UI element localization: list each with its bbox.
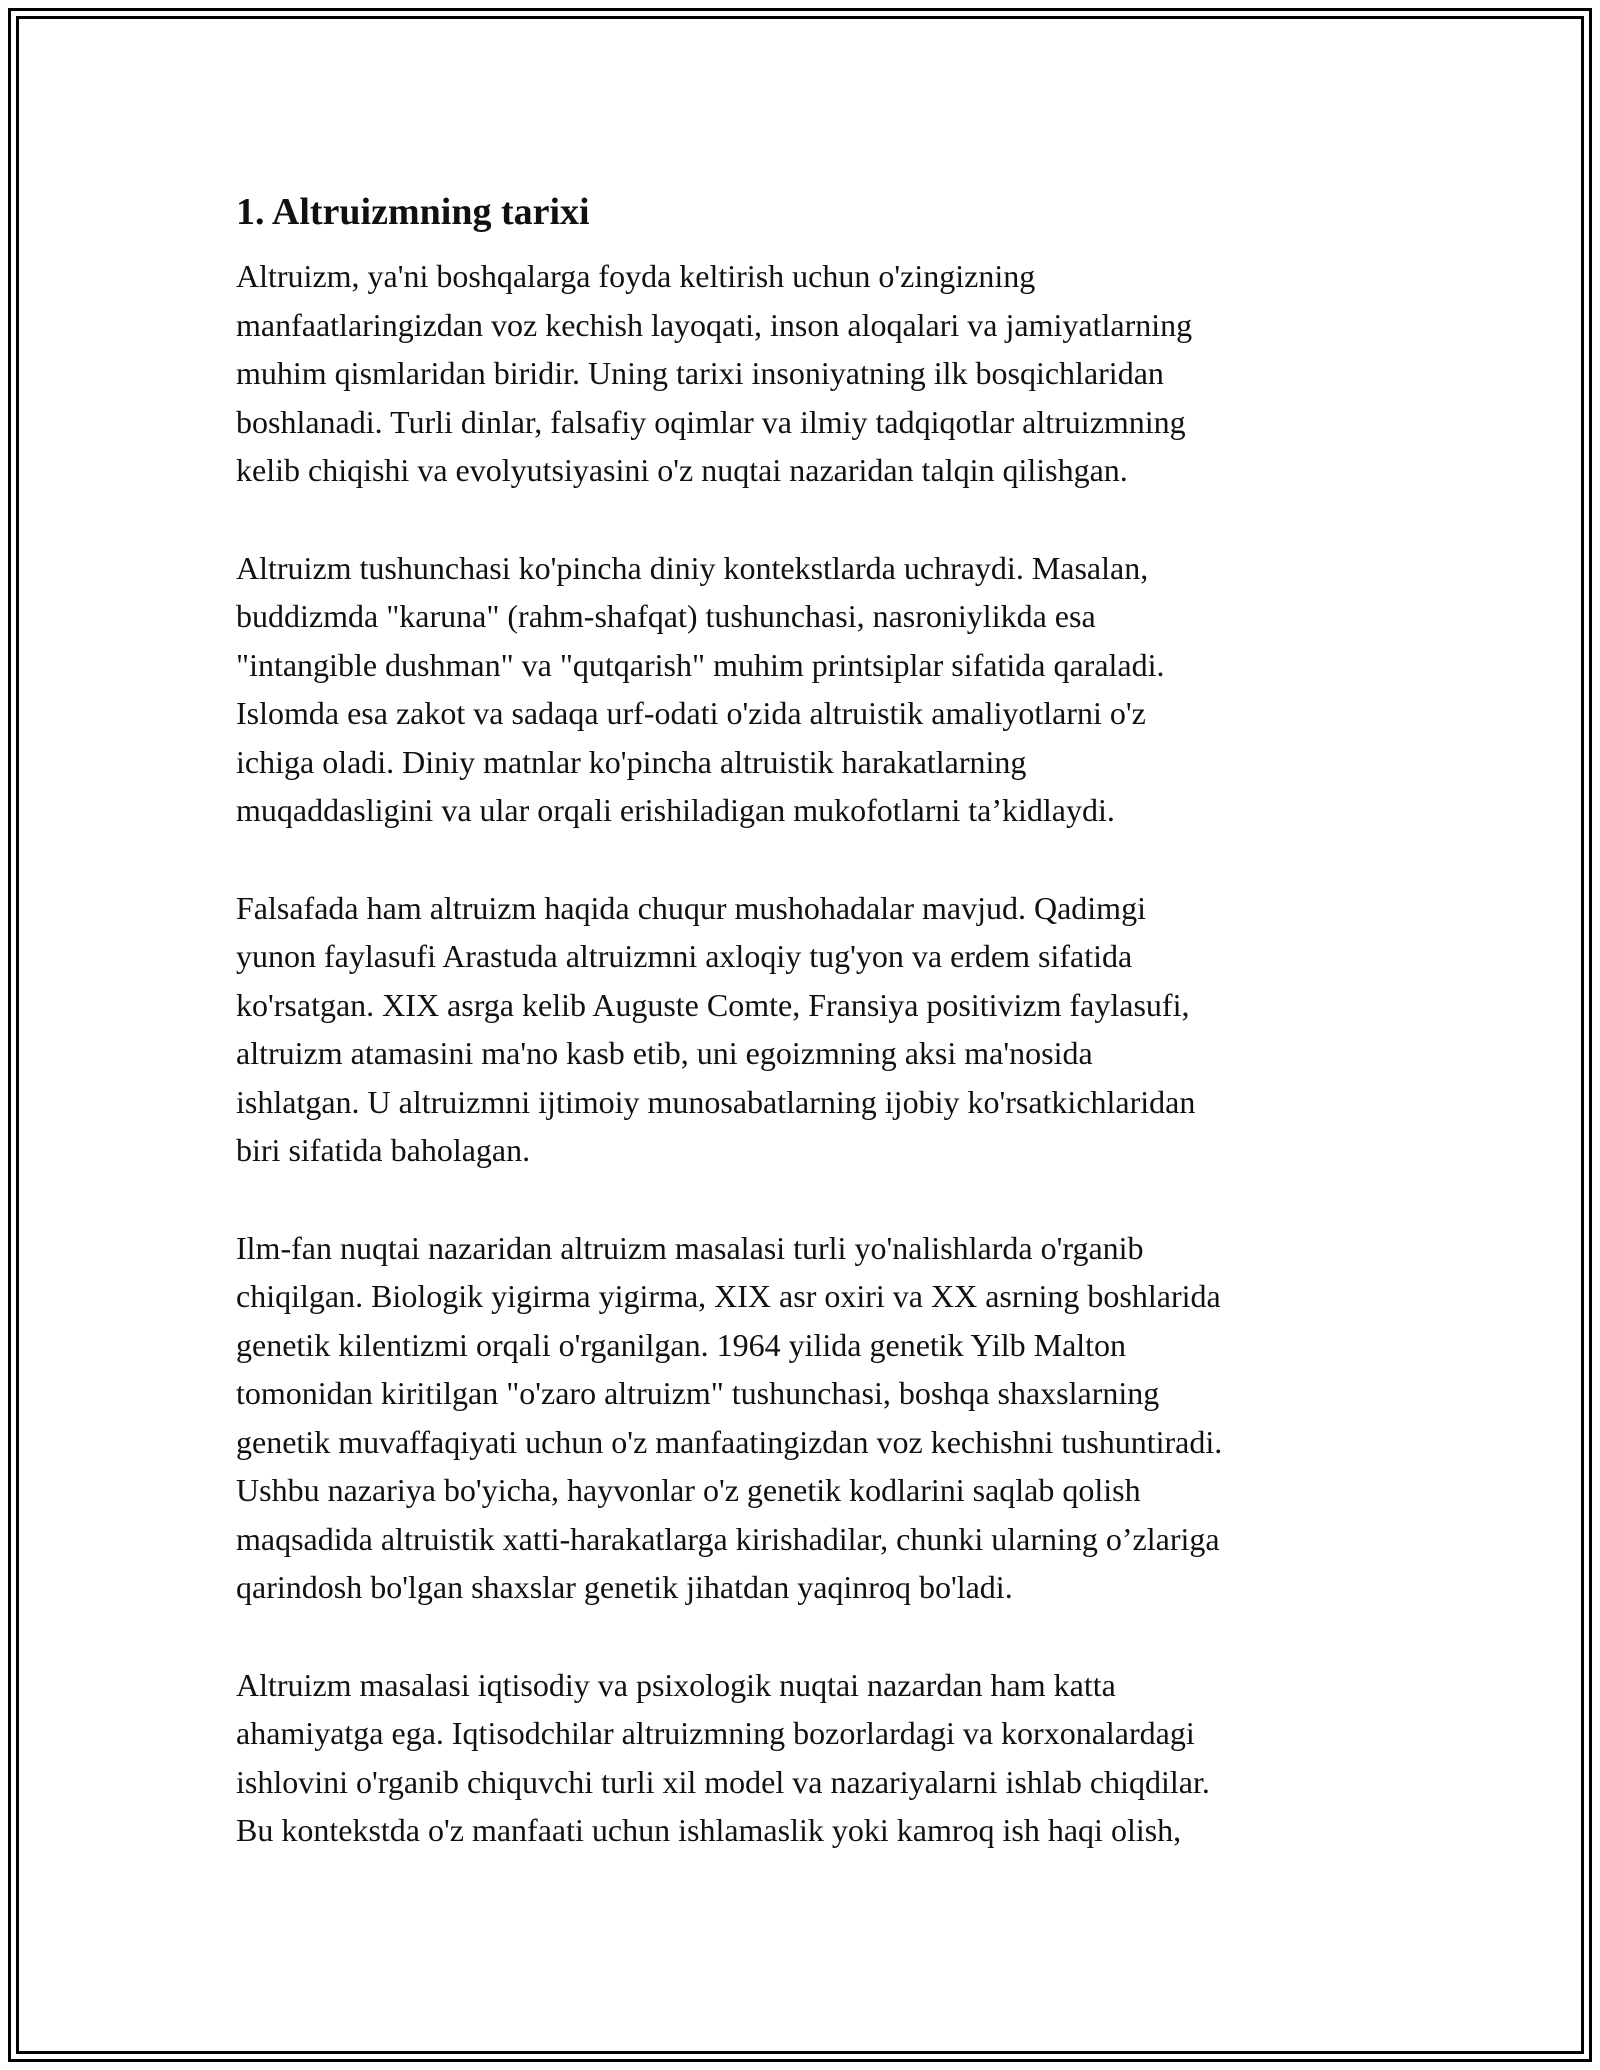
- text-line: Altruizm masalasi iqtisodiy va psixologik nuqtai nazardan ham katta: [236, 1666, 1116, 1703]
- text-line: altruizm atamasini ma'no kasb etib, uni egoizmning aksi ma'nosida: [236, 1035, 1093, 1071]
- text-line: biri sifatida baholagan.: [236, 1132, 531, 1168]
- text-line: manfaatlaringizdan voz kechish layoqati, inson aloqalari va jamiyatlarning: [236, 306, 1193, 343]
- text-line: Falsafada ham altruizm haqida chuqur mushohadalar mavjud. Qadimgi: [236, 889, 1146, 926]
- text-line: Islomda esa zakot va sadaqa urf-odati o'zida altruistik amaliyotlarni o'z: [236, 695, 1146, 731]
- paragraph-5: [236, 1661, 1386, 1855]
- paragraph-4: [236, 1224, 1386, 1612]
- section-heading: 1. Altruizmning tarixi: [236, 191, 590, 233]
- text-line: Ilm-fan nuqtai nazaridan altruizm masalasi turli yo'nalishlarda o'rganib: [236, 1229, 1144, 1266]
- document-body: [236, 186, 1386, 1904]
- text-line: boshlanadi. Turli dinlar, falsafiy oqimlar va ilmiy tadqiqotlar altruizmning: [236, 403, 1186, 440]
- text-line: muhim qismlaridan biridir. Uning tarixi insoniyatning ilk bosqichlaridan: [236, 355, 1164, 391]
- text-line: buddizmda "karuna" (rahm-shafqat) tushunchasi, nasroniylikda esa: [236, 598, 1096, 634]
- text-line: maqsadida altruistik xatti-harakatlarga kirishadilar, chunki ularning o’zlariga: [236, 1520, 1220, 1557]
- text-line: Altruizm, ya'ni boshqalarga foyda keltirish uchun o'zingizning: [236, 258, 1036, 294]
- text-line: muqaddasligini va ular orqali erishiladigan mukofotlarni ta’kidlaydi.: [236, 792, 1115, 828]
- text-line: chiqilgan. Biologik yigirma yigirma, XIX asr oxiri va XX asrning boshlarida: [236, 1278, 1221, 1314]
- text-line: "intangible dushman" va "qutqarish" muhim printsiplar sifatida qaraladi.: [236, 646, 1165, 683]
- text-line: kelib chiqishi va evolyutsiyasini o'z nuqtai nazaridan talqin qilishgan.: [236, 452, 1128, 488]
- text-line: Altruizm tushunchasi ko'pincha diniy kontekstlarda uchraydi. Masalan,: [236, 549, 1149, 586]
- text-line: Ushbu nazariya bo'yicha, hayvonlar o'z genetik kodlarini saqlab qolish: [236, 1472, 1141, 1508]
- text-line: qarindosh bo'lgan shaxslar genetik jihatdan yaqinroq bo'ladi.: [236, 1569, 1013, 1605]
- text-line: ishlovini o'rganib chiquvchi turli xil model va nazariyalarni ishlab chiqdilar.: [236, 1763, 1210, 1800]
- text-line: ko'rsatgan. XIX asrga kelib Auguste Comte, Fransiya positivizm faylasufi,: [236, 986, 1190, 1023]
- text-line: ahamiyatga ega. Iqtisodchilar altruizmning bozorlardagi va korxonalardagi: [236, 1715, 1195, 1751]
- paragraph-3: [236, 884, 1386, 1175]
- text-line: ichiga oladi. Diniy matnlar ko'pincha altruistik harakatlarning: [236, 743, 1027, 780]
- text-line: genetik muvaffaqiyati uchun o'z manfaatingizdan voz kechishni tushuntiradi.: [236, 1423, 1223, 1460]
- paragraph-2: [236, 544, 1386, 835]
- text-line: Bu kontekstda o'z manfaati uchun ishlamaslik yoki kamroq ish haqi olish,: [236, 1812, 1182, 1848]
- text-line: tomonidan kiritilgan "o'zaro altruizm" tushunchasi, boshqa shaxslarning: [236, 1375, 1160, 1411]
- paragraph-1: [236, 252, 1386, 495]
- text-line: ishlatgan. U altruizmni ijtimoiy munosabatlarning ijobiy ko'rsatkichlaridan: [236, 1083, 1196, 1120]
- text-line: genetik kilentizmi orqali o'rganilgan. 1964 yilida genetik Yilb Malton: [236, 1326, 1127, 1363]
- text-line: yunon faylasufi Arastuda altruizmni axloqiy tug'yon va erdem sifatida: [236, 938, 1133, 974]
